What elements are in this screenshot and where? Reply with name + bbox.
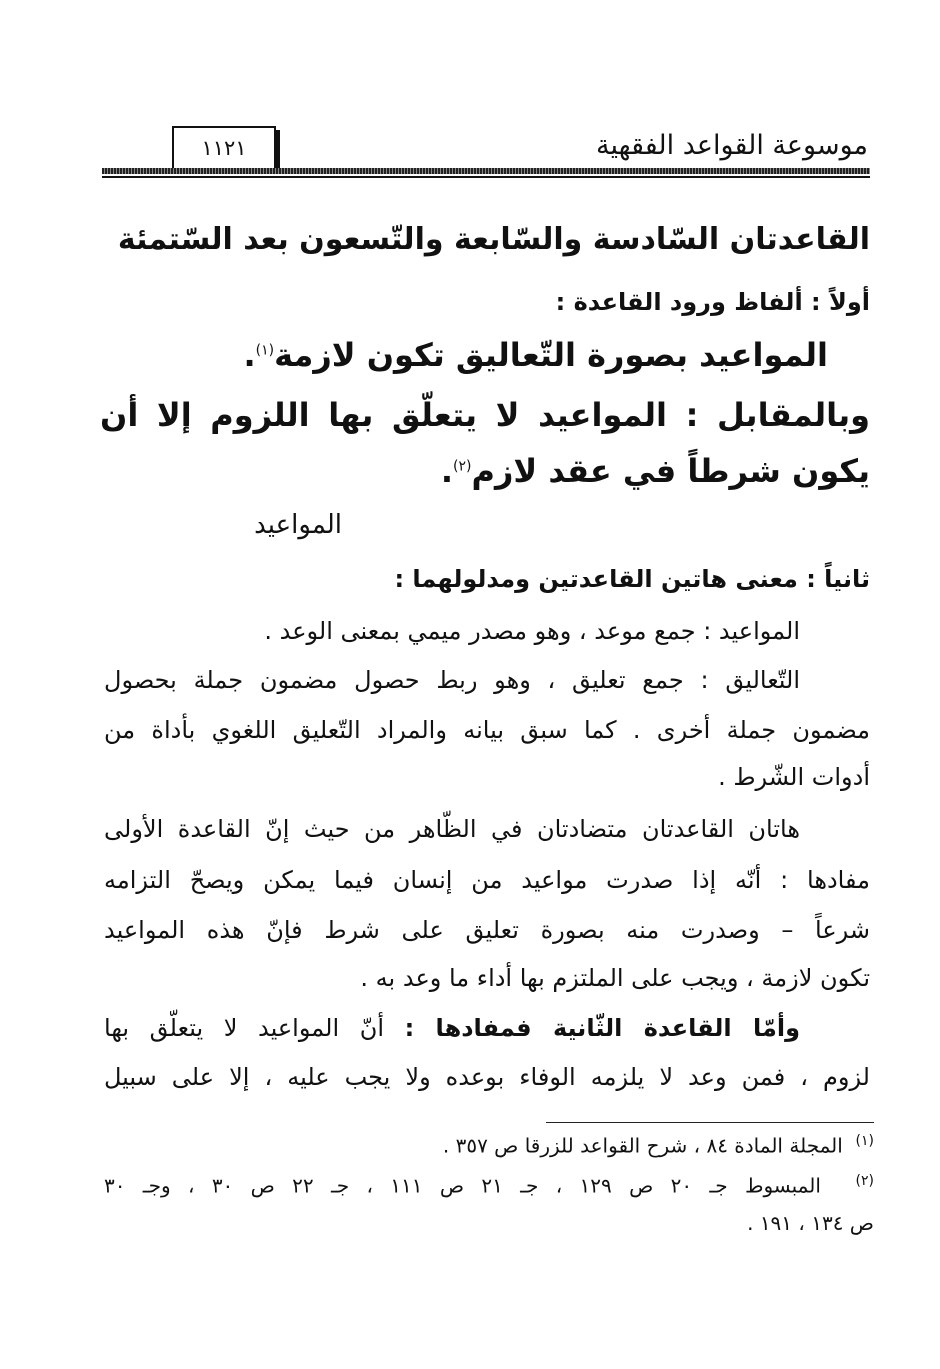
- footnote-divider: [546, 1122, 874, 1123]
- footnote-ref-1[interactable]: (١): [255, 342, 275, 359]
- paragraph2-rest: أنّ المواعيد لا يتعلّق بها: [104, 1014, 405, 1042]
- paragraph-line: مفادها : أنّه إذا صدرت مواعيد من إنسان فيما يمكن ويصحّ التزامه: [104, 866, 870, 894]
- paragraph2-line1: [104, 1014, 800, 1042]
- paragraph-line: هاتان القاعدتان متضادتان في الظّاهر من حيث إنّ القاعدة الأولى: [104, 815, 800, 843]
- rule1-text: المواعيد بصورة التّعاليق تكون لازمة: [274, 336, 828, 374]
- rule1-line: [244, 336, 829, 374]
- rule2-line1: وبالمقابل : المواعيد لا يتعلّق بها اللزوم إلا أن: [100, 396, 870, 434]
- section1-title: أولاً : ألفاظ ورود القاعدة :: [555, 288, 870, 316]
- page-number-box: ١١٢١: [172, 126, 276, 170]
- footnote-2: [104, 1173, 874, 1198]
- paragraph2-lead: وأمّا القاعدة الثّانية فمفادها :: [404, 1014, 800, 1042]
- rule2-text: يكون شرطاً في عقد لازم: [471, 452, 870, 490]
- header-rule-thin: [102, 176, 870, 178]
- paragraph-line: لزوم ، فمن وعد لا يلزمه الوفاء بوعده ولا يجب عليه ، إلا على سبيل: [104, 1063, 870, 1091]
- footnote-ref-2[interactable]: (٢): [453, 458, 472, 475]
- paragraph-line: التّعاليق : جمع تعليق ، وهو ربط حصول مضمون جملة بحصول: [104, 666, 800, 694]
- paragraph-line: شرعاً – وصدرت منه بصورة تعليق على شرط فإنّ هذه المواعيد: [104, 916, 870, 944]
- rule2-end: .: [440, 452, 454, 490]
- paragraph-line: أدوات الشّرط .: [718, 763, 870, 791]
- footnote-2-text: المبسوط جـ ٢٠ ص ١٢٩ ، جـ ٢١ ص ١١١ ، جـ ٢٢ ص ٣٠ ، وجـ ٣٠: [104, 1173, 821, 1198]
- footnote-2-mark: (٢): [855, 1173, 875, 1189]
- main-heading: القاعدتان السّادسة والسّابعة والتّسعون بعد السّتمئة: [117, 222, 870, 257]
- header-rule: [102, 168, 870, 174]
- footnote-2-cont: ص ١٣٤ ، ١٩١ .: [747, 1211, 874, 1235]
- section2-title: ثانياً : معنى هاتين القاعدتين ومدلولهما :: [394, 565, 870, 593]
- paragraph-line: المواعيد : جمع موعد ، وهو مصدر ميمي بمعنى الوعد .: [264, 617, 800, 645]
- paragraph-line: تكون لازمة ، ويجب على الملتزم بها أداء ما وعد به .: [360, 964, 870, 992]
- paragraph-line: مضمون جملة أخرى . كما سبق بيانه والمراد التّعليق اللغوي بأداة من: [104, 716, 870, 744]
- keyword-mawaid: المواعيد: [254, 510, 342, 540]
- rule1-end: .: [243, 336, 256, 374]
- footnote-1-mark: (١): [855, 1133, 874, 1149]
- footnote-1-text: المجلة المادة ٨٤ ، شرح القواعد للزرقا ص ٣٥٧ .: [442, 1133, 843, 1158]
- footnote-1: [443, 1133, 874, 1158]
- header-title: موسوعة القواعد الفقهية: [596, 130, 868, 161]
- rule2-line2: [441, 452, 870, 490]
